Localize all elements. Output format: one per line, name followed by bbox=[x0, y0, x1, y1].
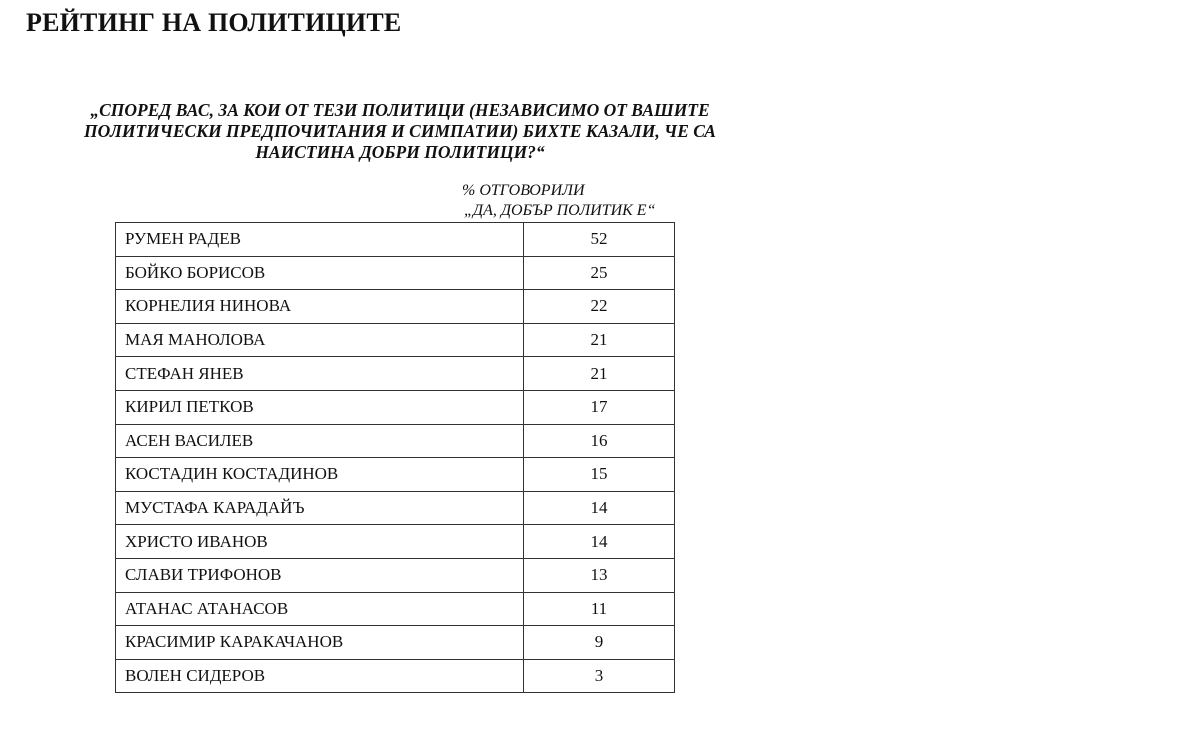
politician-name: КРАСИМИР КАРАКАЧАНОВ bbox=[116, 626, 524, 660]
politician-name: КОРНЕЛИЯ НИНОВА bbox=[116, 290, 524, 324]
rating-value: 3 bbox=[524, 659, 675, 693]
rating-value: 17 bbox=[524, 390, 675, 424]
rating-value: 13 bbox=[524, 558, 675, 592]
rating-value: 21 bbox=[524, 323, 675, 357]
column-header bbox=[462, 181, 655, 221]
politician-name: БОЙКО БОРИСОВ bbox=[116, 256, 524, 290]
rating-value: 15 bbox=[524, 458, 675, 492]
table-row bbox=[116, 424, 675, 458]
ratings-table bbox=[115, 222, 675, 693]
rating-value: 9 bbox=[524, 626, 675, 660]
page-title: РЕЙТИНГ НА ПОЛИТИЦИТЕ bbox=[26, 8, 402, 37]
table-row bbox=[116, 626, 675, 660]
table-row bbox=[116, 390, 675, 424]
politician-name: АСЕН ВАСИЛЕВ bbox=[116, 424, 524, 458]
table-row bbox=[116, 659, 675, 693]
column-header-line: „ДА, ДОБЪР ПОЛИТИК Е“ bbox=[464, 202, 656, 219]
rating-value: 52 bbox=[524, 223, 675, 257]
survey-question-line: ПОЛИТИЧЕСКИ ПРЕДПОЧИТАНИЯ И СИМПАТИИ) БИХТЕ КАЗАЛИ, ЧЕ СА bbox=[84, 121, 716, 141]
table-row bbox=[116, 458, 675, 492]
table-row bbox=[116, 558, 675, 592]
table-row bbox=[116, 323, 675, 357]
politician-name: ХРИСТО ИВАНОВ bbox=[116, 525, 524, 559]
politician-name: СТЕФАН ЯНЕВ bbox=[116, 357, 524, 391]
table-row bbox=[116, 256, 675, 290]
politician-name: КИРИЛ ПЕТКОВ bbox=[116, 390, 524, 424]
politician-name: ВОЛЕН СИДЕРОВ bbox=[116, 659, 524, 693]
politician-name: МУСТАФА КАРАДАЙЪ bbox=[116, 491, 524, 525]
rating-value: 21 bbox=[524, 357, 675, 391]
survey-question-line: „СПОРЕД ВАС, ЗА КОИ ОТ ТЕЗИ ПОЛИТИЦИ (НЕЗАВИСИМО ОТ ВАШИТЕ bbox=[90, 100, 710, 120]
rating-value: 22 bbox=[524, 290, 675, 324]
column-header-line: % ОТГОВОРИЛИ bbox=[462, 182, 585, 199]
rating-value: 25 bbox=[524, 256, 675, 290]
table-row bbox=[116, 223, 675, 257]
politician-name: СЛАВИ ТРИФОНОВ bbox=[116, 558, 524, 592]
table-row bbox=[116, 290, 675, 324]
survey-question-line: НАИСТИНА ДОБРИ ПОЛИТИЦИ?“ bbox=[255, 142, 545, 162]
table-row bbox=[116, 592, 675, 626]
politician-name: КОСТАДИН КОСТАДИНОВ bbox=[116, 458, 524, 492]
rating-value: 14 bbox=[524, 525, 675, 559]
table-row bbox=[116, 491, 675, 525]
politician-name: МАЯ МАНОЛОВА bbox=[116, 323, 524, 357]
politician-name: РУМЕН РАДЕВ bbox=[116, 223, 524, 257]
table-row bbox=[116, 525, 675, 559]
rating-value: 11 bbox=[524, 592, 675, 626]
politician-name: АТАНАС АТАНАСОВ bbox=[116, 592, 524, 626]
survey-question bbox=[40, 100, 760, 163]
rating-value: 16 bbox=[524, 424, 675, 458]
table-row bbox=[116, 357, 675, 391]
rating-value: 14 bbox=[524, 491, 675, 525]
